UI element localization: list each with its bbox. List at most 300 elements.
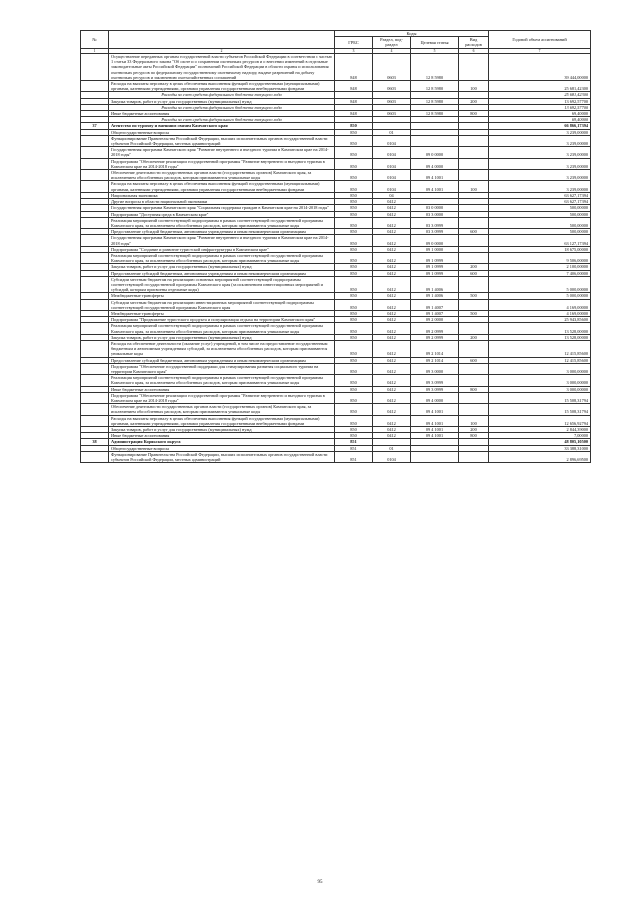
row-amount: 33 388,31000 [489, 445, 591, 451]
row-name: Закупка товаров, работ и услуг для государственных (муниципальных) нужд [109, 334, 335, 340]
row-amount: 2 896,69500 [489, 451, 591, 462]
row-razdel: 0412 [373, 317, 411, 323]
row-razdel: 0412 [373, 264, 411, 270]
row-razdel: 0412 [373, 415, 411, 426]
row-razdel: 01 [373, 445, 411, 451]
row-number: 38 [81, 439, 109, 445]
table-row [81, 415, 591, 426]
row-grbs: 850 [335, 276, 373, 293]
row-expense-type [459, 54, 489, 81]
row-grbs: 850 [335, 310, 373, 316]
row-target-article: 03 3 0999 [411, 229, 459, 235]
row-name: Общегосударственные вопросы [109, 445, 335, 451]
row-name: Подпрограмма "Продвижение туристского продукта и популяризация отдыха на территории Камчатского края" [109, 317, 335, 323]
row-amount: 12 656,92794 [489, 415, 591, 426]
row-target-article: 09 1 4007 [411, 299, 459, 310]
row-name: Осуществление переданных органам государственной власти субъектов Российской Федерации в соответствии с частью 1 статьи 33 Федерального закона "Об охоте и о сохранении охотничьих ресурсов и о внесении изменений в отдельные законодательные акты Российской Федерации" полномочий Российской Федерации в области охраны и использования охотничьих ресурсов по федеральному государственному охотничьему надзору, выдаче разрешений на добычу охотничьих ресурсов и заключению охотхозяйственных соглашений [109, 54, 335, 81]
row-target-article: 09 1 0999 [411, 264, 459, 270]
table-body [81, 54, 591, 463]
row-number [81, 181, 109, 192]
row-name: Предоставление субсидий бюджетным, автономным учреждениям и иным некоммерческим организациям [109, 270, 335, 276]
row-amount: 7,00000 [489, 433, 591, 439]
row-amount: 3 239,00000 [489, 135, 591, 146]
row-amount: 500,00000 [489, 217, 591, 228]
row-amount: 15 508,31794 [489, 404, 591, 415]
row-razdel: 0412 [373, 323, 411, 334]
row-grbs: 850 [335, 340, 373, 357]
row-grbs: 850 [335, 334, 373, 340]
row-expense-type [459, 299, 489, 310]
row-target-article: 03 0 0000 [411, 205, 459, 211]
row-target-article: 09 0 0000 [411, 147, 459, 158]
row-expense-type: 600 [459, 357, 489, 363]
row-razdel: 0104 [373, 147, 411, 158]
row-expense-type [459, 392, 489, 403]
row-amount: 500,00000 [489, 211, 591, 217]
row-amount: 3 000,00000 [489, 363, 591, 374]
index-cell: 5 [411, 48, 459, 53]
row-razdel: 0412 [373, 235, 411, 246]
row-target-article: 09 3 0999 [411, 386, 459, 392]
row-target-article: 12 8 5980 [411, 54, 459, 81]
row-razdel: 0412 [373, 246, 411, 252]
row-grbs: 850 [335, 392, 373, 403]
row-name: Субсидии местным бюджетам на реализацию инвестиционных мероприятий соответствующей подпрограммы соответствующей государственной программы Камчатского края [109, 299, 335, 310]
row-expense-type [459, 323, 489, 334]
row-grbs: 848 [335, 98, 373, 104]
table-row [81, 252, 591, 263]
table-row [81, 135, 591, 146]
row-target-article [411, 451, 459, 462]
row-grbs: 850 [335, 375, 373, 386]
budget-table [80, 30, 591, 463]
row-amount: 63 627,17394 [489, 199, 591, 205]
row-name: Реализация мероприятий соответствующей подпрограммы в рамках соответствующей государственной программы Камчатского края, за исключением обособленных расходов, которым присваиваются уникальные коды [109, 323, 335, 334]
row-razdel: 0104 [373, 135, 411, 146]
row-expense-type: 600 [459, 270, 489, 276]
row-expense-type [459, 170, 489, 181]
header-name [109, 31, 335, 49]
row-target-article: 09 1 4006 [411, 276, 459, 293]
row-razdel: 0412 [373, 375, 411, 386]
row-expense-type [459, 451, 489, 462]
row-razdel: 0412 [373, 211, 411, 217]
row-grbs: 850 [335, 264, 373, 270]
row-expense-type [459, 235, 489, 246]
row-target-article: 09 1 4007 [411, 310, 459, 316]
index-cell: 6 [459, 48, 489, 53]
row-razdel: 04 [373, 192, 411, 198]
row-target-article: 09 4 1001 [411, 415, 459, 426]
row-amount: 3 239,00000 [489, 181, 591, 192]
row-grbs: 850 [335, 299, 373, 310]
row-grbs: 851 [335, 445, 373, 451]
row-target-article: 09 2 0999 [411, 323, 459, 334]
row-razdel: 0603 [373, 81, 411, 92]
index-cell: 1 [81, 48, 109, 53]
row-grbs: 851 [335, 451, 373, 462]
row-target-article: 09 4 1001 [411, 181, 459, 192]
row-amount: 13 528,00000 [489, 334, 591, 340]
header-target: Целевая статья [411, 37, 459, 48]
row-name: Расходы на выплаты персоналу в целях обеспечения выполнения функций государственными (муниципальными) органами, казенными учреждениями, органами управления государственными внебюджетными фондами [109, 181, 335, 192]
row-grbs: 850 [335, 323, 373, 334]
row-number [81, 375, 109, 386]
row-razdel: 0104 [373, 170, 411, 181]
row-grbs: 850 [335, 386, 373, 392]
index-cell: 3 [335, 48, 373, 53]
row-grbs: 850 [335, 199, 373, 205]
row-target-article: 09 4 1001 [411, 170, 459, 181]
row-amount: 3 239,00000 [489, 129, 591, 135]
row-expense-type: 100 [459, 81, 489, 92]
row-target-article: 09 3 0000 [411, 363, 459, 374]
row-grbs: 850 [335, 357, 373, 363]
row-target-article: 12 8 5980 [411, 111, 459, 117]
row-name: Иные бюджетные ассигнования [109, 111, 335, 117]
row-grbs: 850 [335, 211, 373, 217]
row-name: Расходы за счет средств федерального бюджета текущего года [109, 92, 335, 98]
row-number: 37 [81, 123, 109, 129]
row-razdel: 0412 [373, 252, 411, 263]
row-razdel: 0412 [373, 357, 411, 363]
row-name: Иные бюджетные ассигнования [109, 386, 335, 392]
row-expense-type: 800 [459, 386, 489, 392]
row-grbs: 850 [335, 170, 373, 181]
row-name: Межбюджетные трансферты [109, 310, 335, 316]
row-name: Подпрограмма "Обеспечение государственной поддержки для стимулирования развития социального туризма на территории Камчатского края" [109, 363, 335, 374]
row-target-article: 09 4 0000 [411, 392, 459, 403]
row-number [81, 170, 109, 181]
row-target-article: 09 3 0999 [411, 375, 459, 386]
row-amount: 69,40000 [489, 117, 591, 123]
row-expense-type [459, 363, 489, 374]
row-name: Расходы на выплаты персоналу в целях обеспечения выполнения функций государственными (муниципальными) органами, казенными учреждениями, органами управления государственными внебюджетными фондами [109, 415, 335, 426]
row-target-article: 12 8 5980 [411, 81, 459, 92]
row-expense-type: 200 [459, 98, 489, 104]
row-grbs: 850 [335, 147, 373, 158]
row-razdel: 0412 [373, 299, 411, 310]
row-number [81, 415, 109, 426]
row-number [81, 404, 109, 415]
row-amount: 3 239,00000 [489, 170, 591, 181]
row-name: Функционирование Правительства Российской Федерации, высших исполнительных органов государственной власти субъектов Российской Федерации, местных администраций [109, 135, 335, 146]
table-row [81, 81, 591, 92]
row-target-article: 09 2 0999 [411, 334, 459, 340]
row-number [81, 276, 109, 293]
row-name: Закупка товаров, работ и услуг для государственных (муниципальных) нужд [109, 264, 335, 270]
row-target-article: 09 1 0999 [411, 252, 459, 263]
row-number [81, 54, 109, 81]
row-number [81, 147, 109, 158]
row-grbs: 850 [335, 433, 373, 439]
table-row [81, 340, 591, 357]
table-row [81, 363, 591, 374]
row-razdel: 0412 [373, 310, 411, 316]
row-target-article: 09 4 1001 [411, 427, 459, 433]
row-name: Закупка товаров, работ и услуг для государственных (муниципальных) нужд [109, 98, 335, 104]
row-target-article: 09 4 1001 [411, 404, 459, 415]
header-grbs: ГРБС [335, 37, 373, 48]
header-codes: Коды [335, 31, 489, 37]
row-expense-type [459, 404, 489, 415]
row-expense-type: 800 [459, 433, 489, 439]
row-razdel: 0104 [373, 181, 411, 192]
row-razdel: 0412 [373, 276, 411, 293]
table-row [81, 217, 591, 228]
row-target-article: 09 0 0000 [411, 235, 459, 246]
row-name: Государственная программа Камчатского края "Развитие внутреннего и въездного туризма в Камчатском крае на 2014-2018 годы" [109, 147, 335, 158]
row-razdel: 01 [373, 129, 411, 135]
row-amount: 69,40000 [489, 111, 591, 117]
row-number [81, 392, 109, 403]
row-name: Расходы за счет средств федерального бюджета текущего года [109, 104, 335, 110]
table-row [81, 299, 591, 310]
table-row [81, 235, 591, 246]
row-amount: 7 406,00000 [489, 270, 591, 276]
row-grbs: 850 [335, 235, 373, 246]
row-expense-type [459, 276, 489, 293]
row-amount: 63 127,17394 [489, 235, 591, 246]
row-grbs: 851 [335, 439, 373, 445]
row-razdel: 0412 [373, 340, 411, 357]
row-grbs: 850 [335, 246, 373, 252]
row-expense-type [459, 340, 489, 357]
row-amount: 15 508,31794 [489, 392, 591, 403]
row-name: Другие вопросы в области национальной экономики [109, 199, 335, 205]
row-expense-type [459, 252, 489, 263]
row-name: Обеспечение деятельности государственных органов власти (государственных органов) Камчатского края, за исключением обособленных расходов, которым присваиваются уникальные коды [109, 404, 335, 415]
row-amount: 13 692,57700 [489, 104, 591, 110]
row-expense-type: 200 [459, 427, 489, 433]
table-row [81, 54, 591, 81]
row-amount: 5 000,00000 [489, 293, 591, 299]
row-expense-type: 200 [459, 334, 489, 340]
row-number [81, 451, 109, 462]
row-amount: 500,00000 [489, 205, 591, 211]
row-amount: 25 943,85600 [489, 317, 591, 323]
index-cell: 2 [109, 48, 335, 53]
row-name: Государственная программа Камчатского края "Социальная поддержка граждан в Камчатском крае на 2014-2018 годы" [109, 205, 335, 211]
row-expense-type: 800 [459, 111, 489, 117]
row-expense-type [459, 135, 489, 146]
table-row [81, 404, 591, 415]
row-target-article: 03 3 0000 [411, 211, 459, 217]
row-expense-type [459, 147, 489, 158]
row-grbs: 850 [335, 427, 373, 433]
row-number [81, 363, 109, 374]
row-name: Общегосударственные вопросы [109, 129, 335, 135]
row-grbs: 850 [335, 192, 373, 198]
table-row [81, 147, 591, 158]
row-grbs: 850 [335, 404, 373, 415]
header-amount: Годовой объем ассигнований [489, 31, 591, 49]
row-amount: 12 415,85600 [489, 357, 591, 363]
row-amount: 25 681,42300 [489, 81, 591, 92]
row-amount: 4 169,00000 [489, 299, 591, 310]
row-razdel: 0412 [373, 199, 411, 205]
row-amount: 5 000,00000 [489, 276, 591, 293]
row-amount: 2 100,00000 [489, 264, 591, 270]
row-name: Подпрограмма "Создание и развитие туристской инфраструктуры в Камчатском крае" [109, 246, 335, 252]
row-name: Подпрограмма "Обеспечение реализации государственной программы "Развитие внутреннего и въездного туризма в Камчатском крае на 2014-2018 годы" [109, 158, 335, 169]
row-amount: 3 239,00000 [489, 147, 591, 158]
row-razdel: 0412 [373, 433, 411, 439]
row-target-article: 09 1 0000 [411, 246, 459, 252]
row-razdel: 0412 [373, 205, 411, 211]
row-name: Предоставление субсидий бюджетным, автономным учреждениям и иным некоммерческим организациям [109, 357, 335, 363]
row-name: Обеспечение деятельности государственных органов власти (государственных органов) Камчатского края, за исключением обособленных расходов, которым присваиваются уникальные коды [109, 170, 335, 181]
row-target-article: 09 4 1001 [411, 433, 459, 439]
row-amount: 66 866,17394 [489, 123, 591, 129]
row-expense-type [459, 375, 489, 386]
row-number [81, 158, 109, 169]
row-expense-type: 100 [459, 181, 489, 192]
row-amount: 3 000,00000 [489, 375, 591, 386]
row-amount: 4 169,00000 [489, 310, 591, 316]
row-name: Реализация мероприятий соответствующей подпрограммы в рамках соответствующей государственной программы Камчатского края, за исключением обособленных расходов, которым присваиваются уникальные коды [109, 217, 335, 228]
row-razdel: 0412 [373, 229, 411, 235]
row-target-article: 09 2 0000 [411, 317, 459, 323]
row-number [81, 299, 109, 310]
row-amount: 13 528,00000 [489, 323, 591, 334]
row-name: Расходы на выплаты персоналу в целях обеспечения выполнения функций государственными (муниципальными) органами, казенными учреждениями, органами управления государственными внебюджетными фондами [109, 81, 335, 92]
row-grbs: 850 [335, 415, 373, 426]
header-razdel: Раздел, под- раздел [373, 37, 411, 48]
row-amount: 48 805,10500 [489, 439, 591, 445]
row-amount: 3 239,00000 [489, 158, 591, 169]
row-razdel: 0412 [373, 363, 411, 374]
row-razdel: 0412 [373, 392, 411, 403]
row-name: Расходы за счет средств федерального бюджета текущего года [109, 117, 335, 123]
row-amount: 25 681,42300 [489, 92, 591, 98]
row-number [81, 252, 109, 263]
row-amount: 9 506,00000 [489, 252, 591, 263]
row-grbs: 848 [335, 54, 373, 81]
row-grbs: 850 [335, 205, 373, 211]
row-razdel: 0412 [373, 293, 411, 299]
row-expense-type: 500 [459, 310, 489, 316]
row-number [81, 81, 109, 92]
row-expense-type [459, 217, 489, 228]
row-razdel: 0412 [373, 334, 411, 340]
row-grbs: 850 [335, 293, 373, 299]
row-number [81, 135, 109, 146]
row-amount: 63 627,17394 [489, 192, 591, 198]
table-row [81, 181, 591, 192]
page-number: 95 [317, 880, 323, 885]
row-number [81, 217, 109, 228]
row-name: Подпрограмма "Обеспечение реализации государственной программы "Развитие внутреннего и въездного туризма в Камчатском крае на 2014-2018 годы" [109, 392, 335, 403]
row-grbs: 850 [335, 135, 373, 146]
row-expense-type: 200 [459, 264, 489, 270]
row-name: Реализация мероприятий соответствующей подпрограммы в рамках соответствующей государственной программы Камчатского края, за исключением обособленных расходов, которым присваиваются уникальные коды [109, 375, 335, 386]
row-grbs: 850 [335, 123, 373, 129]
row-expense-type [459, 158, 489, 169]
row-target-article: 09 2 1014 [411, 340, 459, 357]
row-razdel: 0104 [373, 451, 411, 462]
row-amount: 39 444,00000 [489, 54, 591, 81]
row-name: Предоставление субсидий бюджетным, автономным учреждениям и иным некоммерческим организациям [109, 229, 335, 235]
row-expense-type: 100 [459, 415, 489, 426]
table-row [81, 375, 591, 386]
row-name: Администрация Корякского округа [109, 439, 335, 445]
budget-sheet [80, 30, 590, 463]
row-target-article: 03 3 0999 [411, 217, 459, 228]
table-row [81, 323, 591, 334]
row-amount: 13 692,57700 [489, 98, 591, 104]
row-grbs: 850 [335, 129, 373, 135]
row-grbs: 848 [335, 111, 373, 117]
row-amount: 12 415,85600 [489, 340, 591, 357]
header-num: № [81, 31, 109, 49]
row-name: Агентство по туризму и внешним связям Камчатского края [109, 123, 335, 129]
row-name: Закупка товаров, работ и услуг для государственных (муниципальных) нужд [109, 427, 335, 433]
row-grbs: 850 [335, 252, 373, 263]
table-row [81, 451, 591, 462]
row-grbs: 850 [335, 229, 373, 235]
row-target-article: 09 1 4006 [411, 293, 459, 299]
row-target-article: 09 2 1014 [411, 357, 459, 363]
row-expense-type: 600 [459, 229, 489, 235]
row-grbs: 850 [335, 363, 373, 374]
row-expense-type: 500 [459, 293, 489, 299]
row-grbs: 850 [335, 158, 373, 169]
row-name: Расходы на обеспечение деятельности (оказание услуг) учреждений, в том числе на предоставление государственным бюджетным и автономным учреждениям субсидий, за исключением обособленных расходов, которым присваиваются уникальные коды [109, 340, 335, 357]
row-razdel: 0412 [373, 404, 411, 415]
row-grbs: 850 [335, 217, 373, 228]
table-row [81, 276, 591, 293]
row-amount: 500,00000 [489, 229, 591, 235]
row-razdel: 0412 [373, 270, 411, 276]
row-name: Подпрограмма "Доступная среда в Камчатском крае" [109, 211, 335, 217]
row-number [81, 235, 109, 246]
row-razdel: 0603 [373, 54, 411, 81]
row-grbs: 848 [335, 81, 373, 92]
row-number [81, 340, 109, 357]
index-cell: 7 [489, 48, 591, 53]
row-name: Национальная экономика [109, 192, 335, 198]
row-amount: 18 675,00000 [489, 246, 591, 252]
row-razdel: 0412 [373, 217, 411, 228]
row-name: Функционирование Правительства Российской Федерации, высших исполнительных органов государственной власти субъектов Российской Федерации, местных администраций [109, 451, 335, 462]
row-razdel: 0104 [373, 158, 411, 169]
row-razdel: 0412 [373, 427, 411, 433]
row-razdel: 0603 [373, 98, 411, 104]
header-vr: Вид расходов [459, 37, 489, 48]
row-grbs: 850 [335, 181, 373, 192]
row-amount: 3 000,00000 [489, 386, 591, 392]
row-name: Реализация мероприятий соответствующей подпрограммы в рамках соответствующей государственной программы Камчатского края, за исключением обособленных расходов, которым присваиваются уникальные коды [109, 252, 335, 263]
row-target-article [411, 135, 459, 146]
row-target-article: 09 4 0000 [411, 158, 459, 169]
row-razdel: 0412 [373, 386, 411, 392]
row-grbs: 850 [335, 317, 373, 323]
index-cell: 4 [373, 48, 411, 53]
row-name: Государственная программа Камчатского края "Развитие внутреннего и въездного туризма в Камчатском крае на 2014-2018 годы" [109, 235, 335, 246]
row-name: Субсидии местным бюджетам на реализацию основных мероприятий соответствующей подпрограммы соответствующей государственной программы Камчатского края (за исключением инвестиционных мероприятий и субсидий, которым присвоены отдельные коды) [109, 276, 335, 293]
table-row [81, 170, 591, 181]
row-name: Иные бюджетные ассигнования [109, 433, 335, 439]
table-row [81, 158, 591, 169]
row-razdel: 0603 [373, 111, 411, 117]
row-target-article: 09 1 0999 [411, 270, 459, 276]
row-name: Межбюджетные трансферты [109, 293, 335, 299]
row-number [81, 323, 109, 334]
row-amount: 2 844,39000 [489, 427, 591, 433]
row-target-article: 12 8 5980 [411, 98, 459, 104]
table-row [81, 392, 591, 403]
